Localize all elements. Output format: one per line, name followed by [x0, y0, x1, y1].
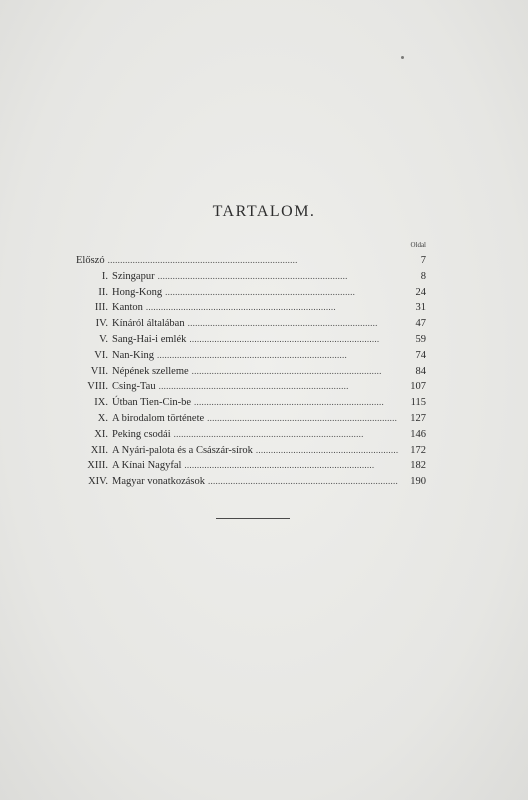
toc-entry-number: XII.	[90, 444, 108, 456]
paper-speck	[401, 56, 404, 59]
toc-entry	[76, 379, 426, 395]
toc-entry	[76, 395, 426, 411]
toc-entry-page: 24	[415, 286, 426, 298]
dot-leader	[159, 379, 399, 395]
toc-entry-label: Népének szelleme	[112, 365, 189, 377]
toc-entry-label: Hong-Kong	[112, 286, 163, 298]
toc-entry-number: II.	[98, 286, 108, 298]
toc-entry-number: XIV.	[88, 476, 108, 488]
toc-entry-label: Sang-Hai-i emlék	[112, 333, 187, 345]
toc-entry-number: IX.	[94, 397, 108, 409]
toc-entry-number: VIII.	[87, 381, 108, 393]
toc-entry-page: 172	[410, 444, 426, 456]
toc-entry-label: A Nyári-palota és a Császár-sírok	[112, 444, 253, 456]
toc-entry-label: A Kínai Nagyfal	[112, 460, 182, 472]
dot-leader	[189, 332, 399, 348]
toc-entry-page: 31	[415, 302, 426, 314]
toc-entry	[76, 458, 426, 474]
dot-leader	[207, 411, 399, 427]
dot-leader	[256, 443, 399, 459]
toc-entry-page: 115	[410, 397, 426, 409]
toc-entry-label: Kanton	[112, 302, 143, 314]
dot-leader	[192, 364, 399, 380]
toc-entry	[76, 269, 426, 285]
toc-entry-page: 84	[415, 365, 426, 377]
toc-entry-number: VII.	[90, 365, 108, 377]
toc-entry	[76, 443, 426, 459]
toc-entry	[76, 285, 426, 301]
divider	[216, 518, 290, 519]
toc-entry	[76, 427, 426, 443]
toc-entry-number: XI.	[94, 428, 108, 440]
toc-entry-label: Előszó	[76, 255, 105, 266]
dot-leader	[108, 253, 399, 269]
dot-leader	[165, 285, 399, 301]
toc-entry-number: I.	[101, 270, 108, 282]
toc-entry-label: Csing-Tau	[112, 381, 156, 393]
toc-entry-page: 74	[415, 349, 426, 361]
dot-leader	[146, 300, 399, 316]
toc-entry-page: 8	[420, 270, 426, 282]
toc-entry-label: Peking csodái	[112, 428, 171, 440]
toc-entry-page: 146	[410, 428, 426, 440]
toc-entry-label: Szingapur	[112, 270, 155, 282]
dot-leader	[184, 458, 399, 474]
toc-entry-label: Útban Tien-Cin-be	[112, 397, 192, 409]
table-of-contents	[76, 253, 426, 490]
toc-entry-page: 182	[410, 460, 426, 472]
toc-entry-number: VI.	[94, 349, 108, 361]
toc-entry-page: 47	[415, 318, 426, 330]
toc-entry	[76, 253, 426, 269]
dot-leader	[208, 474, 399, 490]
toc-entry	[76, 332, 426, 348]
toc-entry-number: IV.	[95, 318, 108, 330]
dot-leader	[174, 427, 399, 443]
dot-leader	[158, 269, 399, 285]
toc-entry-number: V.	[99, 333, 108, 345]
toc-entry-page: 127	[410, 412, 426, 424]
toc-entry-number: X.	[97, 412, 108, 424]
toc-entry-page: 7	[420, 255, 426, 266]
toc-entry	[76, 348, 426, 364]
page-column-header: Oldal	[410, 241, 426, 249]
toc-entry-number: III.	[94, 302, 108, 314]
page-title: TARTALOM.	[212, 203, 316, 220]
dot-leader	[157, 348, 399, 364]
toc-entry-page: 59	[415, 333, 426, 345]
toc-entry-number: XIII.	[87, 460, 108, 472]
dot-leader	[188, 316, 399, 332]
toc-entry-label: A birodalom története	[112, 412, 205, 424]
toc-entry-label: Kínáról általában	[112, 318, 185, 330]
toc-entry-label: Magyar vonatkozások	[112, 476, 206, 488]
toc-entry	[76, 316, 426, 332]
toc-entry-page: 107	[410, 381, 426, 393]
toc-entry	[76, 474, 426, 490]
toc-entry-label: Nan-King	[112, 349, 154, 361]
toc-entry	[76, 411, 426, 427]
toc-entry	[76, 364, 426, 380]
toc-entry-page: 190	[410, 476, 426, 488]
dot-leader	[194, 395, 399, 411]
toc-entry	[76, 300, 426, 316]
